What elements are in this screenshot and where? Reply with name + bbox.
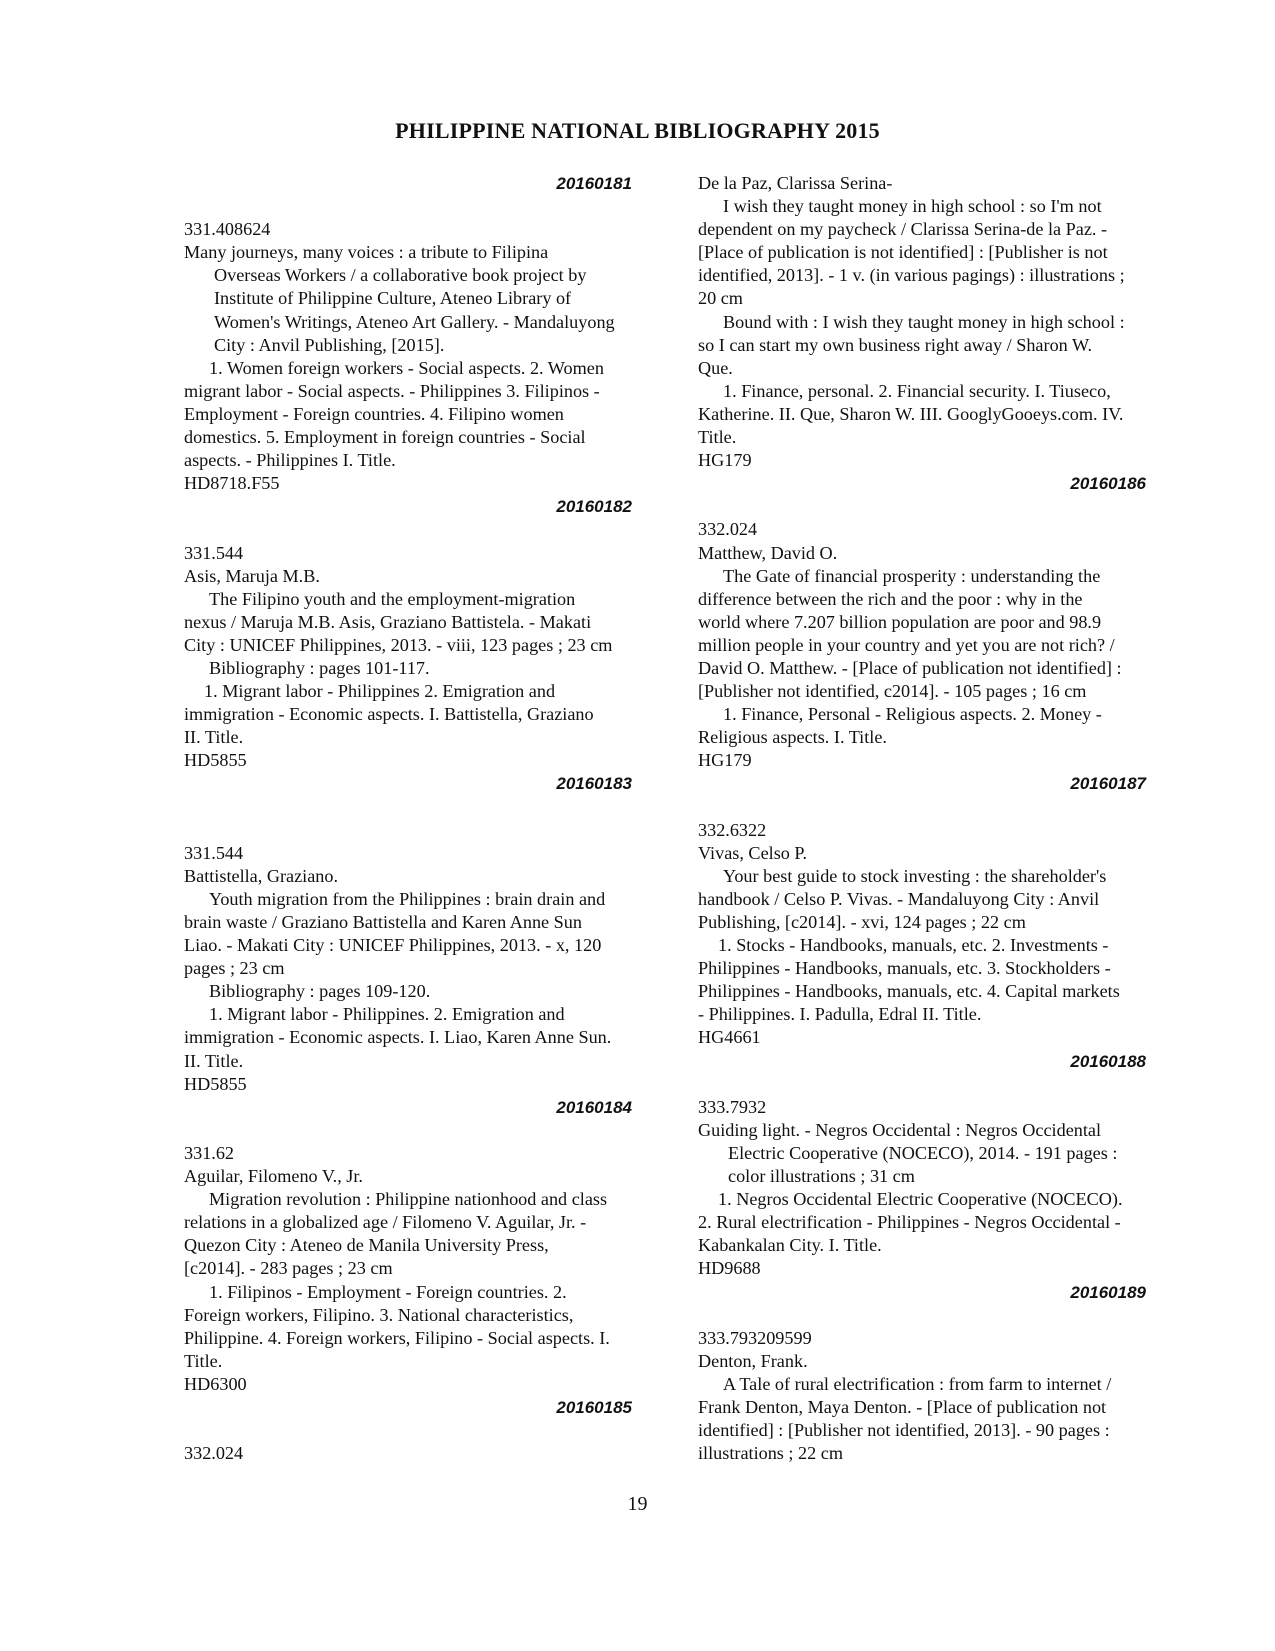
call-number: 333.793209599 — [698, 1327, 812, 1348]
entry-text-line: Publishing, [c2014]. - xvi, 124 pages ; 22 cm — [698, 912, 1026, 932]
subject-line: Kabankalan City. I. Title. — [698, 1235, 882, 1256]
subject-line: 1. Women foreign workers - Social aspects. 2. Women — [209, 357, 604, 378]
author-line: Battistella, Graziano. — [184, 865, 339, 886]
entry-id: 20160182 — [556, 497, 632, 517]
subject-line: immigration - Economic aspects. I. Liao, Karen Anne Sun. — [184, 1027, 612, 1048]
page-number: 19 — [627, 1493, 648, 1515]
entry-text-line: Liao. - Makati City : UNICEF Philippines, 2013. - x, 120 — [184, 935, 602, 956]
subject-line: Philippines - Handbooks, manuals, etc. 3. Stockholders - — [698, 958, 1111, 979]
entry-text-line: City : Anvil Publishing, [2015]. — [214, 334, 445, 355]
right-column — [698, 172, 1188, 1465]
entry-title-line: I wish they taught money in high school : so I'm not — [723, 196, 1102, 217]
lc-number: HG179 — [698, 450, 752, 471]
call-number: 332.6322 — [698, 819, 767, 840]
entry-id: 20160183 — [556, 774, 632, 794]
subject-line: 1. Stocks - Handbooks, manuals, etc. 2. Investments - — [718, 935, 1109, 956]
author-line: De la Paz, Clarissa Serina- — [698, 173, 893, 193]
entry-text-line: 20 cm — [698, 288, 743, 309]
entry-id: 20160187 — [1070, 774, 1146, 794]
entry-id: 20160186 — [1070, 474, 1146, 494]
entry-text-line: Frank Denton, Maya Denton. - [Place of publication not — [698, 1396, 1107, 1417]
subject-line: 1. Filipinos - Employment - Foreign countries. 2. — [209, 1281, 567, 1302]
subject-line: domestics. 5. Employment in foreign countries - Social — [184, 427, 586, 448]
subject-line: Foreign workers, Filipino. 3. National characteristics, — [184, 1304, 574, 1325]
entry-text-line: dependent on my paycheck / Clarissa Serina-de la Paz. - — [698, 219, 1108, 240]
subject-line: Philippine. 4. Foreign workers, Filipino - Social aspects. I. — [184, 1327, 610, 1348]
subject-line: Religious aspects. I. Title. — [698, 727, 887, 748]
call-number: 333.7932 — [698, 1096, 767, 1117]
subject-line: II. Title. — [184, 727, 244, 748]
note-line: Que. — [698, 357, 733, 378]
subject-line: Employment - Foreign countries. 4. Filipino women — [184, 403, 564, 424]
call-number: 331.62 — [184, 1142, 235, 1163]
entry-text-line: identified, 2013]. - 1 v. (in various pagings) : illustrations ; — [698, 265, 1125, 286]
subject-line: aspects. - Philippines I. Title. — [184, 450, 396, 471]
entry-text-line: identified] : [Publisher not identified, 2013]. - 90 pages : — [698, 1420, 1110, 1441]
entry-title-line: A Tale of rural electrification : from farm to internet / — [723, 1373, 1112, 1394]
subject-line: 1. Negros Occidental Electric Cooperative (NOCECO). — [718, 1189, 1123, 1210]
entry-text-line: Electric Cooperative (NOCECO), 2014. - 191 pages : — [728, 1142, 1118, 1163]
subject-line: immigration - Economic aspects. I. Battistella, Graziano — [184, 704, 594, 725]
lc-number: HD5855 — [184, 750, 247, 771]
note-line: so I can start my own business right away / Sharon W. — [698, 334, 1093, 355]
entry-id: 20160185 — [556, 1397, 632, 1417]
subject-line: 1. Migrant labor - Philippines. 2. Emigration and — [209, 1004, 565, 1025]
author-line: Aguilar, Filomeno V., Jr. — [184, 1166, 363, 1187]
entry-text-line: brain waste / Graziano Battistella and Karen Anne Sun — [184, 912, 582, 932]
entry-title-line: The Filipino youth and the employment-migration — [209, 588, 576, 609]
lc-number: HD5855 — [184, 1073, 247, 1094]
lc-number: HG4661 — [698, 1027, 761, 1048]
page-title: PHILIPPINE NATIONAL BIBLIOGRAPHY 2015 — [395, 118, 880, 143]
subject-line: migrant labor - Social aspects. - Philippines 3. Filipinos - — [184, 380, 600, 401]
note-line: Bibliography : pages 101-117. — [209, 657, 430, 678]
entry-text-line: Quezon City : Ateneo de Manila University Press, — [184, 1235, 549, 1256]
entry-text-line: color illustrations ; 31 cm — [728, 1166, 915, 1187]
subject-line: 1. Finance, personal. 2. Financial security. I. Tiuseco, — [723, 380, 1111, 401]
subject-line: 1. Migrant labor - Philippines 2. Emigration and — [204, 681, 556, 702]
call-number: 331.544 — [184, 542, 244, 563]
lc-number: HD9688 — [698, 1258, 761, 1279]
entry-text-line: handbook / Celso P. Vivas. - Mandaluyong City : Anvil — [698, 888, 1100, 909]
entry-text-line: difference between the rich and the poor : why in the — [698, 588, 1083, 609]
subject-line: II. Title. — [184, 1050, 244, 1071]
entry-id: 20160188 — [1070, 1051, 1146, 1071]
lc-number: HD6300 — [184, 1373, 247, 1394]
subject-line: 2. Rural electrification - Philippines - Negros Occidental - — [698, 1212, 1121, 1233]
note-line: Bibliography : pages 109-120. — [209, 981, 431, 1002]
call-number: 331.544 — [184, 842, 244, 863]
entry-text-line: David O. Matthew. - [Place of publication not identified] : — [698, 657, 1122, 678]
entry-text-line: [Publisher not identified, c2014]. - 105 pages ; 16 cm — [698, 681, 1087, 702]
entry-title-line: Your best guide to stock investing : the shareholder's — [723, 865, 1107, 886]
entry-title-line: Youth migration from the Philippines : brain drain and — [209, 888, 606, 909]
entry-text-line: Overseas Workers / a collaborative book project by — [214, 265, 587, 286]
entry-id: 20160181 — [556, 174, 632, 193]
subject-line: 1. Finance, Personal - Religious aspects. 2. Money - — [723, 704, 1102, 725]
lc-number: HG179 — [698, 750, 752, 771]
subject-line: Katherine. II. Que, Sharon W. III. GooglyGooeys.com. IV. — [698, 403, 1124, 424]
entry-text-line: world where 7.207 billion population are poor and 98.9 — [698, 611, 1102, 632]
entry-text-line: Institute of Philippine Culture, Ateneo Library of — [214, 288, 572, 309]
entry-title-line: The Gate of financial prosperity : understanding the — [723, 565, 1101, 586]
call-number: 332.024 — [184, 1443, 244, 1464]
entry-text-line: Women's Writings, Ateneo Art Gallery. - Mandaluyong — [214, 311, 615, 332]
left-column — [184, 172, 674, 1465]
author-line: Vivas, Celso P. — [698, 842, 808, 863]
entry-text-line: [Place of publication is not identified] : [Publisher is not — [698, 242, 1108, 263]
entry-text-line: City : UNICEF Philippines, 2013. - viii, 123 pages ; 23 cm — [184, 634, 613, 655]
author-line: Denton, Frank. — [698, 1350, 808, 1371]
call-number: 331.408624 — [184, 219, 271, 240]
entry-title-line: Migration revolution : Philippine nationhood and class — [209, 1189, 608, 1210]
lc-number: HD8718.F55 — [184, 473, 280, 494]
entry-text-line: [c2014]. - 283 pages ; 23 cm — [184, 1258, 393, 1279]
entry-title-line: Many journeys, many voices : a tribute to Filipina — [184, 242, 549, 263]
subject-line: Title. — [698, 427, 737, 448]
entry-text-line: illustrations ; 22 cm — [698, 1443, 843, 1464]
subject-line: Title. — [184, 1350, 223, 1371]
entry-text-line: nexus / Maruja M.B. Asis, Graziano Battistela. - Makati — [184, 611, 592, 632]
entry-id: 20160184 — [556, 1097, 632, 1117]
entry-title-line: Guiding light. - Negros Occidental : Negros Occidental — [698, 1119, 1102, 1140]
call-number: 332.024 — [698, 519, 758, 540]
author-line: Matthew, David O. — [698, 542, 838, 563]
entry-text-line: million people in your country and yet you are not rich? / — [698, 634, 1115, 655]
entry-text-line: relations in a globalized age / Filomeno V. Aguilar, Jr. - — [184, 1212, 587, 1233]
entry-id: 20160189 — [1070, 1282, 1146, 1302]
entry-text-line: pages ; 23 cm — [184, 958, 285, 979]
subject-line: Philippines - Handbooks, manuals, etc. 4. Capital markets — [698, 981, 1120, 1002]
note-line: Bound with : I wish they taught money in high school : — [723, 311, 1125, 332]
author-line: Asis, Maruja M.B. — [184, 565, 320, 586]
subject-line: - Philippines. I. Padulla, Edral II. Title. — [698, 1004, 982, 1025]
